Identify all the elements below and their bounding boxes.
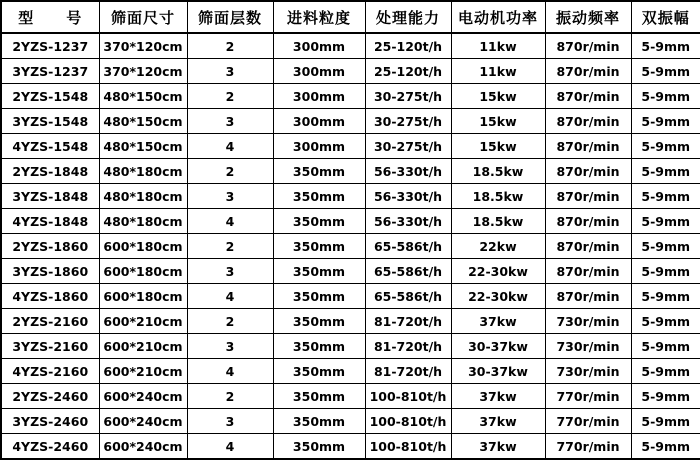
cell-model: 2YZS-2160 [1,309,99,334]
cell-model: 4YZS-1860 [1,284,99,309]
cell-screen-layers: 2 [187,309,273,334]
cell-motor-power: 30-37kw [451,334,545,359]
cell-feed-size: 300mm [273,59,365,84]
cell-capacity: 100-810t/h [365,409,451,434]
cell-motor-power: 30-37kw [451,359,545,384]
column-header-double-amplitude: 双振幅 [631,1,700,33]
cell-feed-size: 350mm [273,434,365,460]
column-header-feed-size: 进料粒度 [273,1,365,33]
cell-capacity: 65-586t/h [365,234,451,259]
cell-double-amplitude: 5-9mm [631,109,700,134]
cell-model: 3YZS-1548 [1,109,99,134]
cell-motor-power: 18.5kw [451,184,545,209]
cell-motor-power: 37kw [451,434,545,460]
cell-screen-layers: 3 [187,409,273,434]
cell-feed-size: 350mm [273,159,365,184]
cell-motor-power: 37kw [451,409,545,434]
cell-vibration-frequency: 870r/min [545,234,631,259]
cell-double-amplitude: 5-9mm [631,184,700,209]
cell-model: 3YZS-1860 [1,259,99,284]
table-row [1,234,700,259]
cell-screen-layers: 4 [187,434,273,460]
cell-motor-power: 11kw [451,33,545,59]
cell-model: 2YZS-1237 [1,33,99,59]
cell-vibration-frequency: 870r/min [545,159,631,184]
column-header-screen-size: 筛面尺寸 [99,1,187,33]
cell-double-amplitude: 5-9mm [631,159,700,184]
cell-motor-power: 15kw [451,109,545,134]
column-header-motor-power: 电动机功率 [451,1,545,33]
cell-screen-size: 600*240cm [99,409,187,434]
table-row [1,359,700,384]
table-header [1,1,700,33]
table-row [1,33,700,59]
cell-double-amplitude: 5-9mm [631,309,700,334]
cell-screen-layers: 4 [187,209,273,234]
cell-motor-power: 22kw [451,234,545,259]
table-row [1,259,700,284]
cell-capacity: 65-586t/h [365,259,451,284]
cell-screen-size: 480*180cm [99,159,187,184]
cell-model: 3YZS-1237 [1,59,99,84]
cell-screen-size: 480*150cm [99,134,187,159]
cell-model: 4YZS-1548 [1,134,99,159]
cell-double-amplitude: 5-9mm [631,234,700,259]
cell-vibration-frequency: 870r/min [545,84,631,109]
cell-motor-power: 37kw [451,309,545,334]
table-body [1,33,700,459]
cell-double-amplitude: 5-9mm [631,59,700,84]
cell-screen-size: 600*240cm [99,384,187,409]
cell-screen-size: 480*150cm [99,84,187,109]
cell-screen-size: 480*150cm [99,109,187,134]
cell-model: 4YZS-1848 [1,209,99,234]
cell-capacity: 30-275t/h [365,134,451,159]
cell-motor-power: 37kw [451,384,545,409]
column-header-model: 型 号 [1,1,99,33]
cell-feed-size: 350mm [273,309,365,334]
cell-double-amplitude: 5-9mm [631,359,700,384]
table-row [1,309,700,334]
cell-double-amplitude: 5-9mm [631,284,700,309]
cell-motor-power: 15kw [451,134,545,159]
cell-vibration-frequency: 770r/min [545,434,631,460]
column-header-vibration-frequency: 振动频率 [545,1,631,33]
cell-motor-power: 18.5kw [451,159,545,184]
cell-screen-layers: 4 [187,134,273,159]
cell-double-amplitude: 5-9mm [631,434,700,460]
table-row [1,434,700,460]
cell-feed-size: 350mm [273,409,365,434]
table-row [1,184,700,209]
cell-screen-layers: 3 [187,109,273,134]
cell-feed-size: 300mm [273,84,365,109]
cell-screen-layers: 2 [187,33,273,59]
table-row [1,409,700,434]
cell-screen-size: 600*240cm [99,434,187,460]
cell-double-amplitude: 5-9mm [631,384,700,409]
cell-vibration-frequency: 870r/min [545,109,631,134]
cell-screen-layers: 2 [187,234,273,259]
cell-motor-power: 22-30kw [451,259,545,284]
cell-motor-power: 11kw [451,59,545,84]
cell-capacity: 56-330t/h [365,159,451,184]
cell-feed-size: 350mm [273,359,365,384]
cell-capacity: 81-720t/h [365,334,451,359]
cell-feed-size: 350mm [273,184,365,209]
cell-capacity: 25-120t/h [365,59,451,84]
cell-vibration-frequency: 870r/min [545,33,631,59]
cell-double-amplitude: 5-9mm [631,33,700,59]
cell-screen-layers: 3 [187,184,273,209]
table-row [1,59,700,84]
table-row [1,134,700,159]
cell-vibration-frequency: 870r/min [545,209,631,234]
table-row [1,334,700,359]
cell-model: 2YZS-2460 [1,384,99,409]
cell-capacity: 25-120t/h [365,33,451,59]
cell-motor-power: 22-30kw [451,284,545,309]
cell-screen-layers: 3 [187,59,273,84]
cell-model: 4YZS-2460 [1,434,99,460]
cell-vibration-frequency: 770r/min [545,409,631,434]
table-row [1,159,700,184]
cell-model: 2YZS-1860 [1,234,99,259]
cell-model: 3YZS-1848 [1,184,99,209]
cell-motor-power: 18.5kw [451,209,545,234]
cell-model: 2YZS-1548 [1,84,99,109]
cell-screen-layers: 2 [187,84,273,109]
column-header-capacity: 处理能力 [365,1,451,33]
cell-feed-size: 300mm [273,134,365,159]
cell-screen-size: 600*210cm [99,334,187,359]
cell-screen-layers: 3 [187,259,273,284]
cell-motor-power: 15kw [451,84,545,109]
cell-vibration-frequency: 730r/min [545,359,631,384]
cell-model: 2YZS-1848 [1,159,99,184]
cell-model: 4YZS-2160 [1,359,99,384]
table-row [1,209,700,234]
cell-vibration-frequency: 870r/min [545,259,631,284]
table-row [1,109,700,134]
table-row [1,84,700,109]
cell-double-amplitude: 5-9mm [631,134,700,159]
table-row [1,284,700,309]
cell-screen-layers: 2 [187,159,273,184]
cell-capacity: 56-330t/h [365,184,451,209]
cell-capacity: 81-720t/h [365,359,451,384]
cell-screen-size: 600*180cm [99,259,187,284]
cell-feed-size: 350mm [273,334,365,359]
cell-vibration-frequency: 870r/min [545,134,631,159]
cell-screen-size: 480*180cm [99,184,187,209]
cell-capacity: 100-810t/h [365,434,451,460]
cell-feed-size: 350mm [273,384,365,409]
cell-screen-size: 600*180cm [99,284,187,309]
cell-screen-layers: 3 [187,334,273,359]
cell-capacity: 65-586t/h [365,284,451,309]
cell-capacity: 100-810t/h [365,384,451,409]
cell-feed-size: 350mm [273,234,365,259]
cell-screen-layers: 4 [187,284,273,309]
table-header-row [1,1,700,33]
cell-screen-size: 600*210cm [99,359,187,384]
cell-screen-size: 480*180cm [99,209,187,234]
cell-capacity: 30-275t/h [365,84,451,109]
cell-double-amplitude: 5-9mm [631,84,700,109]
cell-model: 3YZS-2160 [1,334,99,359]
cell-capacity: 81-720t/h [365,309,451,334]
cell-capacity: 30-275t/h [365,109,451,134]
cell-screen-size: 370*120cm [99,33,187,59]
cell-vibration-frequency: 730r/min [545,334,631,359]
column-header-screen-layers: 筛面层数 [187,1,273,33]
cell-feed-size: 350mm [273,284,365,309]
cell-screen-size: 600*180cm [99,234,187,259]
cell-vibration-frequency: 770r/min [545,384,631,409]
cell-double-amplitude: 5-9mm [631,209,700,234]
cell-screen-layers: 2 [187,384,273,409]
cell-double-amplitude: 5-9mm [631,334,700,359]
cell-screen-layers: 4 [187,359,273,384]
cell-screen-size: 370*120cm [99,59,187,84]
cell-feed-size: 300mm [273,109,365,134]
cell-feed-size: 350mm [273,259,365,284]
cell-double-amplitude: 5-9mm [631,259,700,284]
cell-feed-size: 350mm [273,209,365,234]
cell-double-amplitude: 5-9mm [631,409,700,434]
cell-vibration-frequency: 730r/min [545,309,631,334]
cell-feed-size: 300mm [273,33,365,59]
table-row [1,384,700,409]
cell-capacity: 56-330t/h [365,209,451,234]
cell-vibration-frequency: 870r/min [545,184,631,209]
cell-vibration-frequency: 870r/min [545,59,631,84]
cell-model: 3YZS-2460 [1,409,99,434]
cell-vibration-frequency: 870r/min [545,284,631,309]
cell-screen-size: 600*210cm [99,309,187,334]
